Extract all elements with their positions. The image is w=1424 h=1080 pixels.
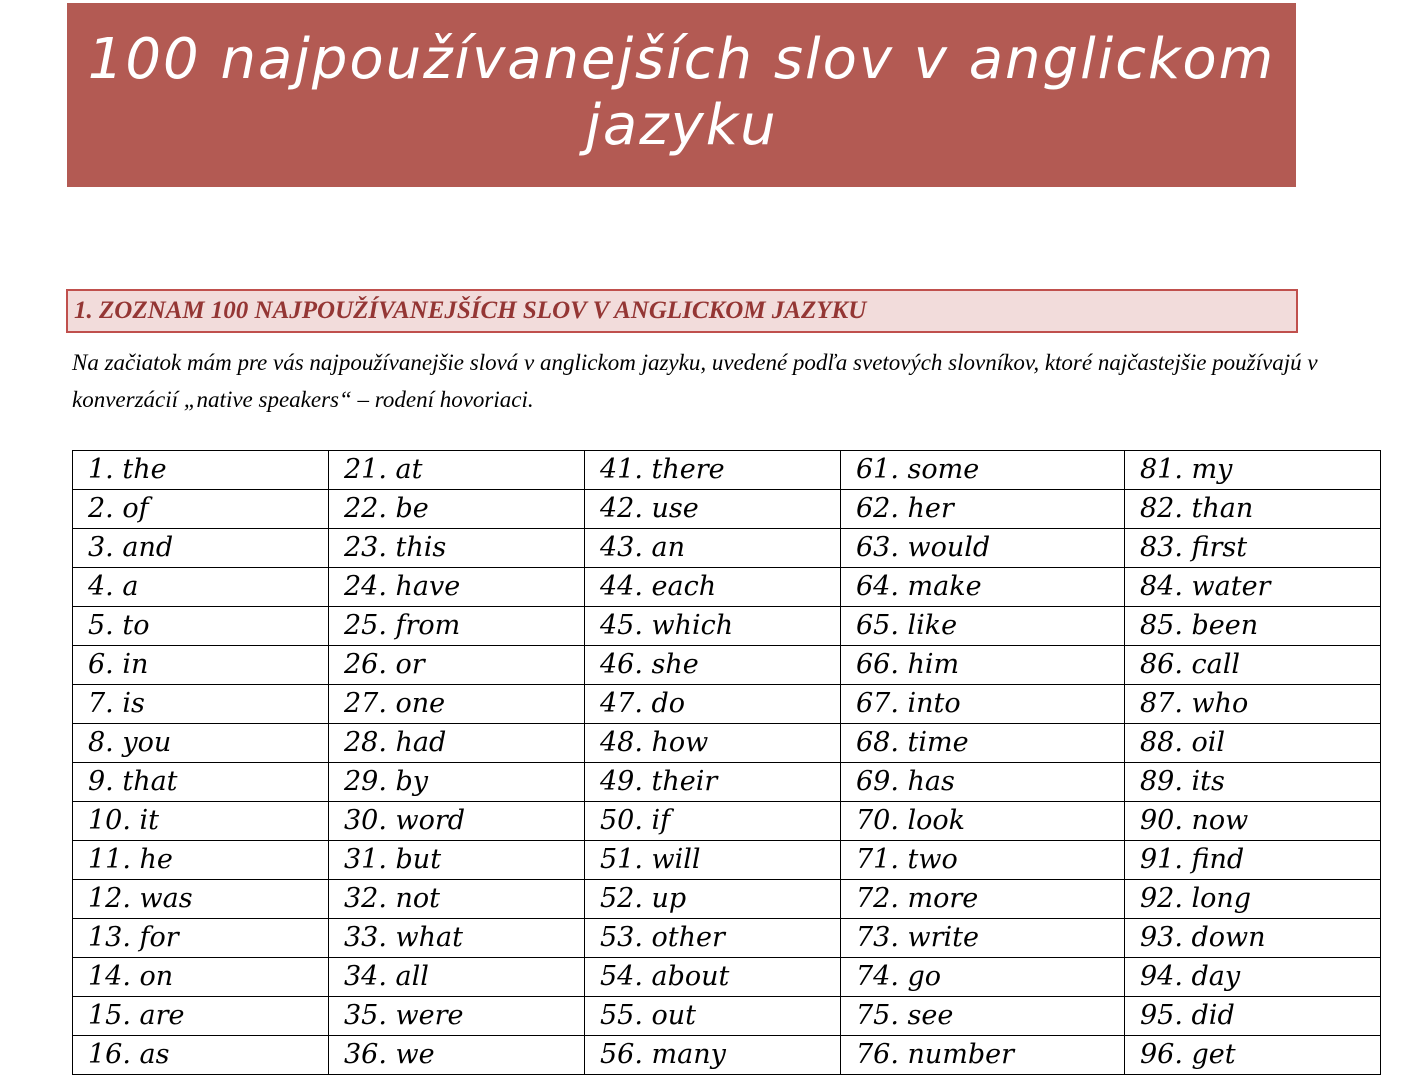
word-cell: 7. is [73, 685, 329, 724]
word-cell: 66. him [841, 646, 1125, 685]
word-cell: 45. which [585, 607, 841, 646]
word-cell: 10. it [73, 802, 329, 841]
word-cell: 43. an [585, 529, 841, 568]
table-row [73, 724, 1381, 763]
page-title: 100 najpoužívanejších slov v anglickom jazyku [67, 3, 1296, 187]
word-cell: 93. down [1125, 919, 1381, 958]
word-cell: 72. more [841, 880, 1125, 919]
word-cell: 1. the [73, 451, 329, 490]
word-cell: 84. water [1125, 568, 1381, 607]
word-cell: 63. would [841, 529, 1125, 568]
word-cell: 70. look [841, 802, 1125, 841]
table-row [73, 607, 1381, 646]
table-row [73, 802, 1381, 841]
word-cell: 90. now [1125, 802, 1381, 841]
word-cell: 91. find [1125, 841, 1381, 880]
word-cell: 51. will [585, 841, 841, 880]
word-cell: 16. as [73, 1036, 329, 1075]
word-cell: 41. there [585, 451, 841, 490]
word-cell: 56. many [585, 1036, 841, 1075]
table-row [73, 568, 1381, 607]
table-row [73, 529, 1381, 568]
word-cell: 31. but [329, 841, 585, 880]
word-cell: 21. at [329, 451, 585, 490]
word-cell: 49. their [585, 763, 841, 802]
word-cell: 68. time [841, 724, 1125, 763]
word-cell: 26. or [329, 646, 585, 685]
word-cell: 92. long [1125, 880, 1381, 919]
word-cell: 14. on [73, 958, 329, 997]
word-cell: 61. some [841, 451, 1125, 490]
word-cell: 48. how [585, 724, 841, 763]
word-cell: 94. day [1125, 958, 1381, 997]
word-cell: 29. by [329, 763, 585, 802]
word-cell: 95. did [1125, 997, 1381, 1036]
word-table-body [73, 451, 1381, 1075]
word-cell: 71. two [841, 841, 1125, 880]
word-cell: 52. up [585, 880, 841, 919]
word-cell: 25. from [329, 607, 585, 646]
word-cell: 55. out [585, 997, 841, 1036]
word-cell: 44. each [585, 568, 841, 607]
word-cell: 83. first [1125, 529, 1381, 568]
word-cell: 89. its [1125, 763, 1381, 802]
intro-paragraph: Na začiatok mám pre vás najpoužívanejšie slová v anglickom jazyku, uvedené podľa svetových slovníkov, ktoré najčastejšie používajú v konverzácií „native speakers“ – rodení hovoriaci. [72, 350, 1318, 412]
word-cell: 3. and [73, 529, 329, 568]
section-heading: 1. ZOZNAM 100 NAJPOUŽÍVANEJŠÍCH SLOV V ANGLICKOM JAZYKU [66, 289, 1298, 333]
word-cell: 2. of [73, 490, 329, 529]
word-table [72, 450, 1381, 1075]
word-cell: 13. for [73, 919, 329, 958]
word-cell: 62. her [841, 490, 1125, 529]
word-cell: 12. was [73, 880, 329, 919]
word-cell: 35. were [329, 997, 585, 1036]
word-cell: 73. write [841, 919, 1125, 958]
table-row [73, 841, 1381, 880]
word-cell: 87. who [1125, 685, 1381, 724]
word-cell: 23. this [329, 529, 585, 568]
word-cell: 85. been [1125, 607, 1381, 646]
word-cell: 34. all [329, 958, 585, 997]
word-cell: 15. are [73, 997, 329, 1036]
word-cell: 53. other [585, 919, 841, 958]
word-cell: 8. you [73, 724, 329, 763]
word-cell: 76. number [841, 1036, 1125, 1075]
word-cell: 74. go [841, 958, 1125, 997]
word-cell: 47. do [585, 685, 841, 724]
word-cell: 32. not [329, 880, 585, 919]
word-cell: 36. we [329, 1036, 585, 1075]
word-cell: 4. a [73, 568, 329, 607]
word-cell: 50. if [585, 802, 841, 841]
word-cell: 88. oil [1125, 724, 1381, 763]
word-cell: 75. see [841, 997, 1125, 1036]
word-cell: 24. have [329, 568, 585, 607]
word-cell: 27. one [329, 685, 585, 724]
table-row [73, 958, 1381, 997]
word-cell: 65. like [841, 607, 1125, 646]
word-cell: 22. be [329, 490, 585, 529]
table-row [73, 490, 1381, 529]
table-row [73, 763, 1381, 802]
table-row [73, 919, 1381, 958]
word-cell: 81. my [1125, 451, 1381, 490]
word-cell: 11. he [73, 841, 329, 880]
word-cell: 64. make [841, 568, 1125, 607]
word-cell: 5. to [73, 607, 329, 646]
word-cell: 28. had [329, 724, 585, 763]
word-cell: 30. word [329, 802, 585, 841]
word-cell: 86. call [1125, 646, 1381, 685]
word-cell: 82. than [1125, 490, 1381, 529]
word-cell: 67. into [841, 685, 1125, 724]
word-cell: 33. what [329, 919, 585, 958]
word-cell: 9. that [73, 763, 329, 802]
table-row [73, 451, 1381, 490]
table-row [73, 646, 1381, 685]
table-row [73, 997, 1381, 1036]
table-row [73, 1036, 1381, 1075]
word-cell: 96. get [1125, 1036, 1381, 1075]
word-cell: 46. she [585, 646, 841, 685]
table-row [73, 880, 1381, 919]
table-row [73, 685, 1381, 724]
word-cell: 42. use [585, 490, 841, 529]
word-cell: 54. about [585, 958, 841, 997]
word-cell: 69. has [841, 763, 1125, 802]
word-cell: 6. in [73, 646, 329, 685]
